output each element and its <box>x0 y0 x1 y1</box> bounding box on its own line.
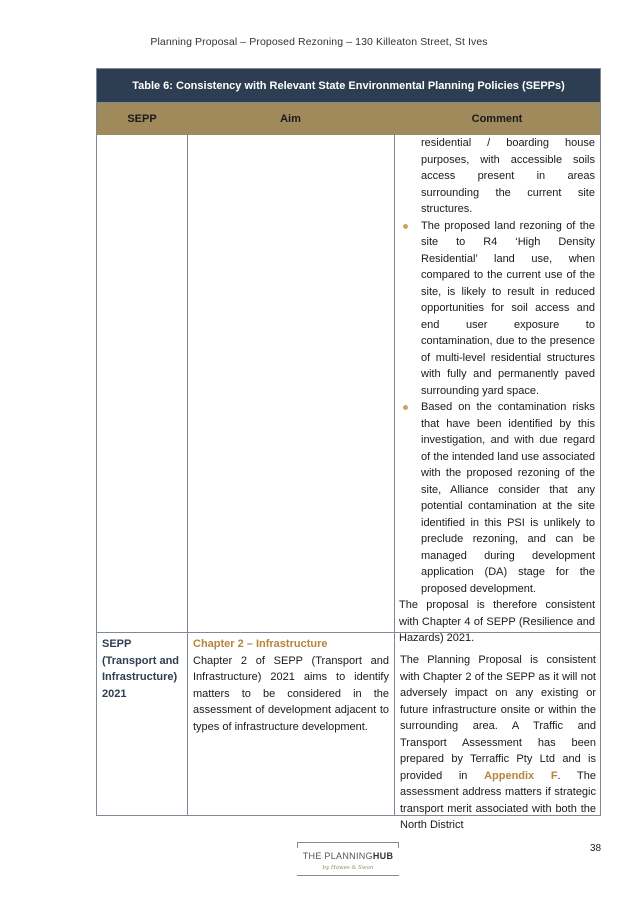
bullet-text: The proposed land rezoning of the site to R4 ‘High Density Residential’ land use, when compared to the current use of the site, is likely to result in reduced opportunities for soil access and end user exposure to contamination, due to the presence of multi-level residential structures with fully and permanently paved surrounding yard space. <box>421 219 595 397</box>
sepp-transport-name: SEPP (Transport and Infrastructure) 2021 <box>102 638 180 700</box>
list-item <box>399 218 595 400</box>
list-item <box>399 399 595 597</box>
table-body <box>97 134 600 831</box>
appendix-f-link[interactable]: Appendix F <box>484 769 558 782</box>
sepp-table <box>96 68 601 831</box>
bullet-icon <box>403 405 408 410</box>
column-divider <box>187 134 188 815</box>
chapter-title: Chapter 2 – Infrastructure <box>193 638 328 650</box>
table-row-transport-comment <box>400 652 596 834</box>
running-header: Planning Proposal – Proposed Rezoning – 130 Killeaton Street, St Ives <box>150 36 488 48</box>
logo-wordmark <box>297 851 399 861</box>
comment-text-start: The Planning Proposal is consistent with Chapter 2 of the SEPP as it will not adversely impact on any existing or future infrastructure onsite or within the surrounding area. A Traffic and Transport Assessment has been prepared by Terraffic Pty Ltd and is provided in <box>400 654 596 782</box>
column-header-aim: Aim <box>280 113 301 125</box>
table-row-resilience-comment <box>399 135 595 647</box>
conclusion-text: The proposal is therefore consistent with Chapter 4 of SEPP (Resilience and Hazards) 2021. <box>399 599 595 644</box>
table-title: Table 6: Consistency with Relevant State Environmental Planning Policies (SEPPs) <box>97 69 600 102</box>
column-divider <box>394 134 395 815</box>
bullet-continuation: residential / boarding house purposes, with accessible soils access present in areas surrounding the current site structures. <box>421 137 595 215</box>
table-header-row <box>97 102 600 135</box>
page-number: 38 <box>590 843 602 854</box>
logo-frame-bottom <box>297 875 399 876</box>
column-header-sepp: SEPP <box>127 113 157 125</box>
planning-hub-logo <box>297 842 399 876</box>
logo-frame-top <box>297 842 399 849</box>
logo-light-text: THE PLANNING <box>302 851 373 861</box>
bullet-icon <box>403 224 408 229</box>
bullet-text: Based on the contamination risks that have been identified by this investigation, and with due regard of the intended land use associated with the proposed rezoning of the site, Alliance consider that any potential contamination at the site identified in this PSI is unlikely to preclude rezoning, and can be managed during development application (DA) stage for the proposed development. <box>421 401 595 595</box>
logo-tagline: by Hawes & Swan <box>322 865 374 871</box>
logo-bold-text: HUB <box>372 851 394 861</box>
aim-text: Chapter 2 of SEPP (Transport and Infrastructure) 2021 aims to identify matters to be considered in the assessment of development adjacent to types of infrastructure development. <box>193 654 389 733</box>
comment-bullet-list <box>399 218 595 598</box>
comment-text-end: . The assessment address matters if strategic transport merit associated with both the North District <box>400 769 597 831</box>
column-header-comment: Comment <box>471 113 523 125</box>
table-row-transport-aim <box>193 636 389 735</box>
